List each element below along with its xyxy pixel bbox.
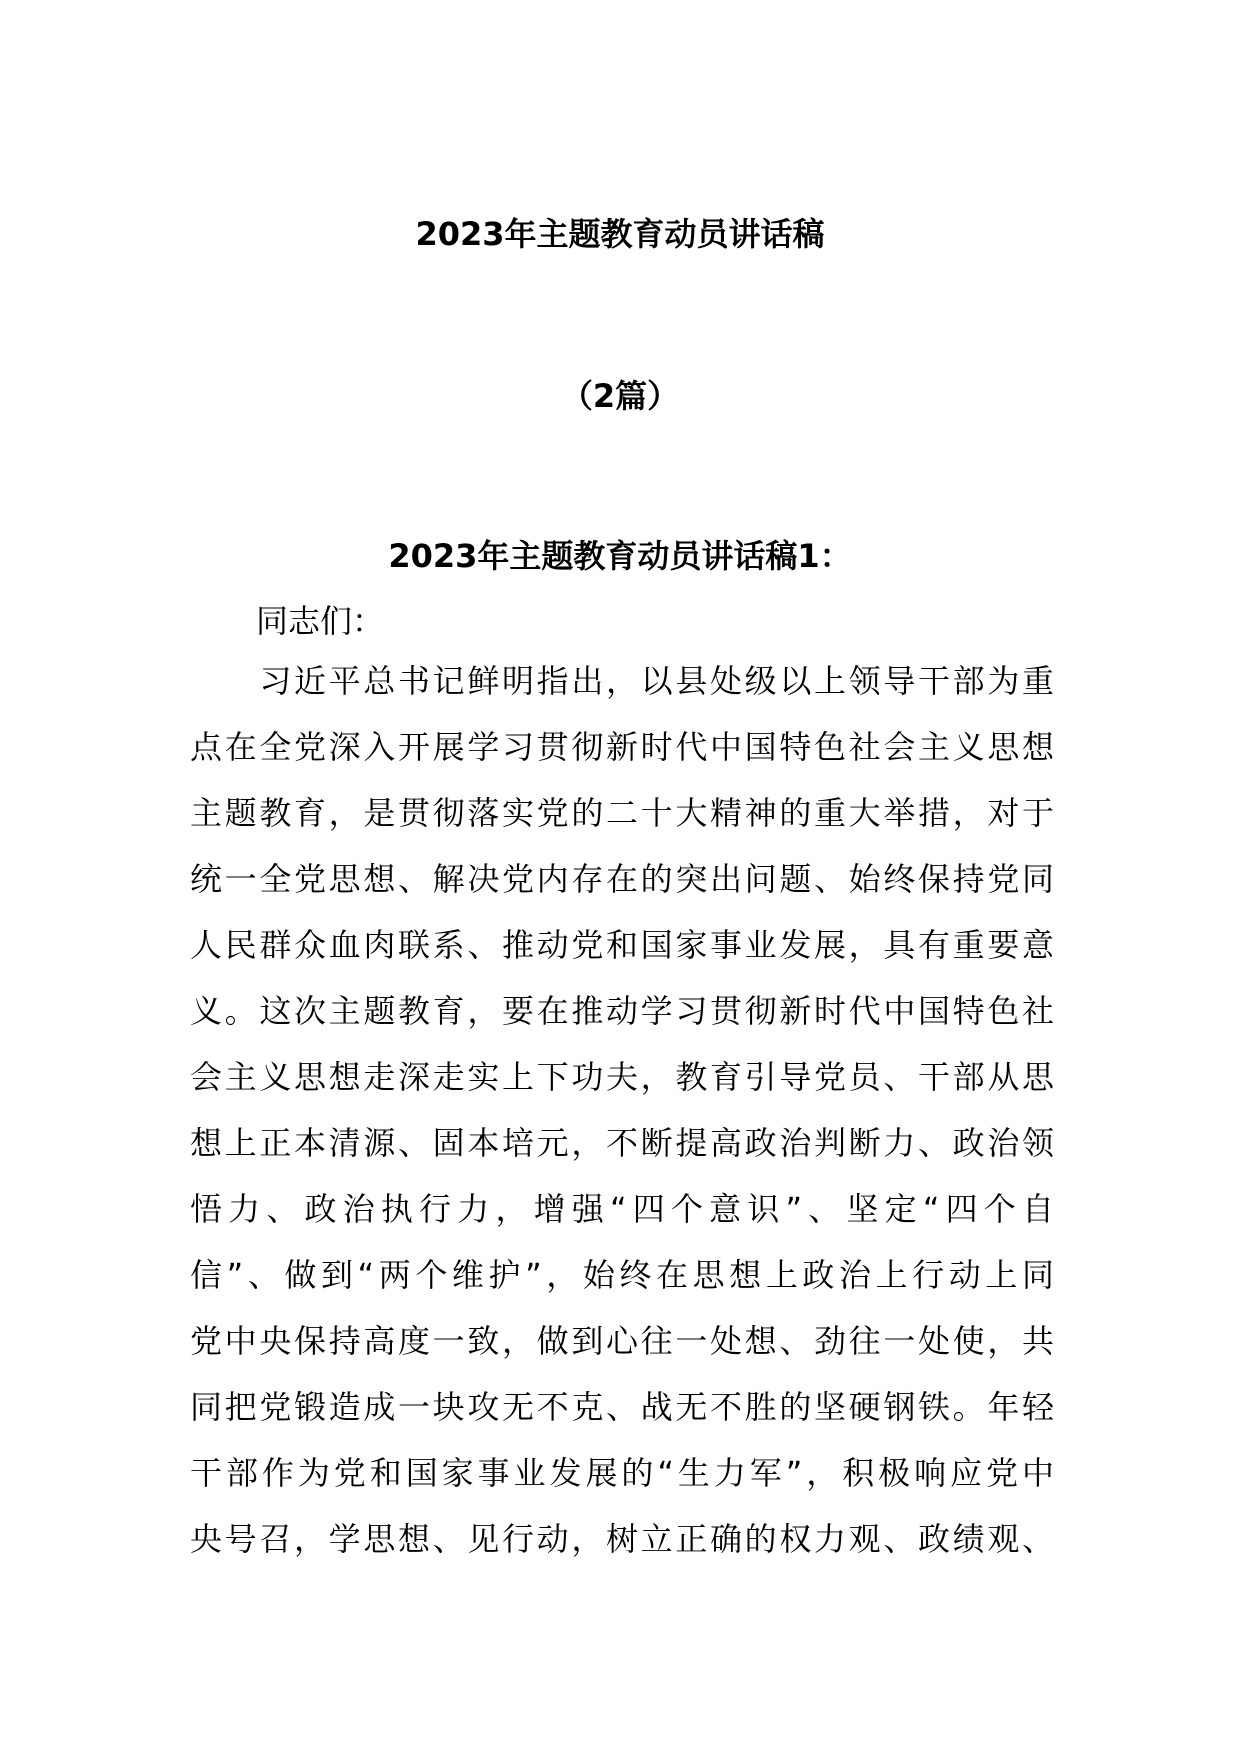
document-title: 2023年主题教育动员讲话稿 xyxy=(415,215,825,253)
body-paragraph xyxy=(190,648,1054,1572)
text-line: 会主义思想走深走实上下功夫，教育引导党员、干部从思 xyxy=(190,1058,1054,1096)
text-line: 人民群众血肉联系、推动党和国家事业发展，具有重要意 xyxy=(190,926,1054,964)
text-line: 悟力、政治执行力，增强“四个意识”、坚定“四个自 xyxy=(190,1190,1054,1228)
document-subtitle: （2篇） xyxy=(560,377,680,415)
text-line: 主题教育，是贯彻落实党的二十大精神的重大举措，对于 xyxy=(190,794,1054,832)
text-line: 点在全党深入开展学习贯彻新时代中国特色社会主义思想 xyxy=(190,728,1054,766)
text-line: 想上正本清源、固本培元，不断提高政治判断力、政治领 xyxy=(190,1124,1054,1162)
text-line: 统一全党思想、解决党内存在的突出问题、始终保持党同 xyxy=(190,860,1054,898)
text-line: 央号召，学思想、见行动，树立正确的权力观、政绩观、 xyxy=(190,1520,1054,1558)
text-line: 习近平总书记鲜明指出，以县处级以上领导干部为重 xyxy=(190,662,1054,700)
greeting: 同志们： xyxy=(256,602,385,640)
section-title: 2023年主题教育动员讲话稿1： xyxy=(388,537,852,575)
text-line: 干部作为党和国家事业发展的“生力军”，积极响应党中 xyxy=(190,1454,1054,1492)
text-line: 信”、做到“两个维护”，始终在思想上政治上行动上同 xyxy=(190,1256,1054,1294)
text-line: 同把党锻造成一块攻无不克、战无不胜的坚硬钢铁。年轻 xyxy=(190,1388,1054,1426)
text-line: 义。这次主题教育，要在推动学习贯彻新时代中国特色社 xyxy=(190,992,1054,1030)
text-line: 党中央保持高度一致，做到心往一处想、劲往一处使，共 xyxy=(190,1322,1054,1360)
